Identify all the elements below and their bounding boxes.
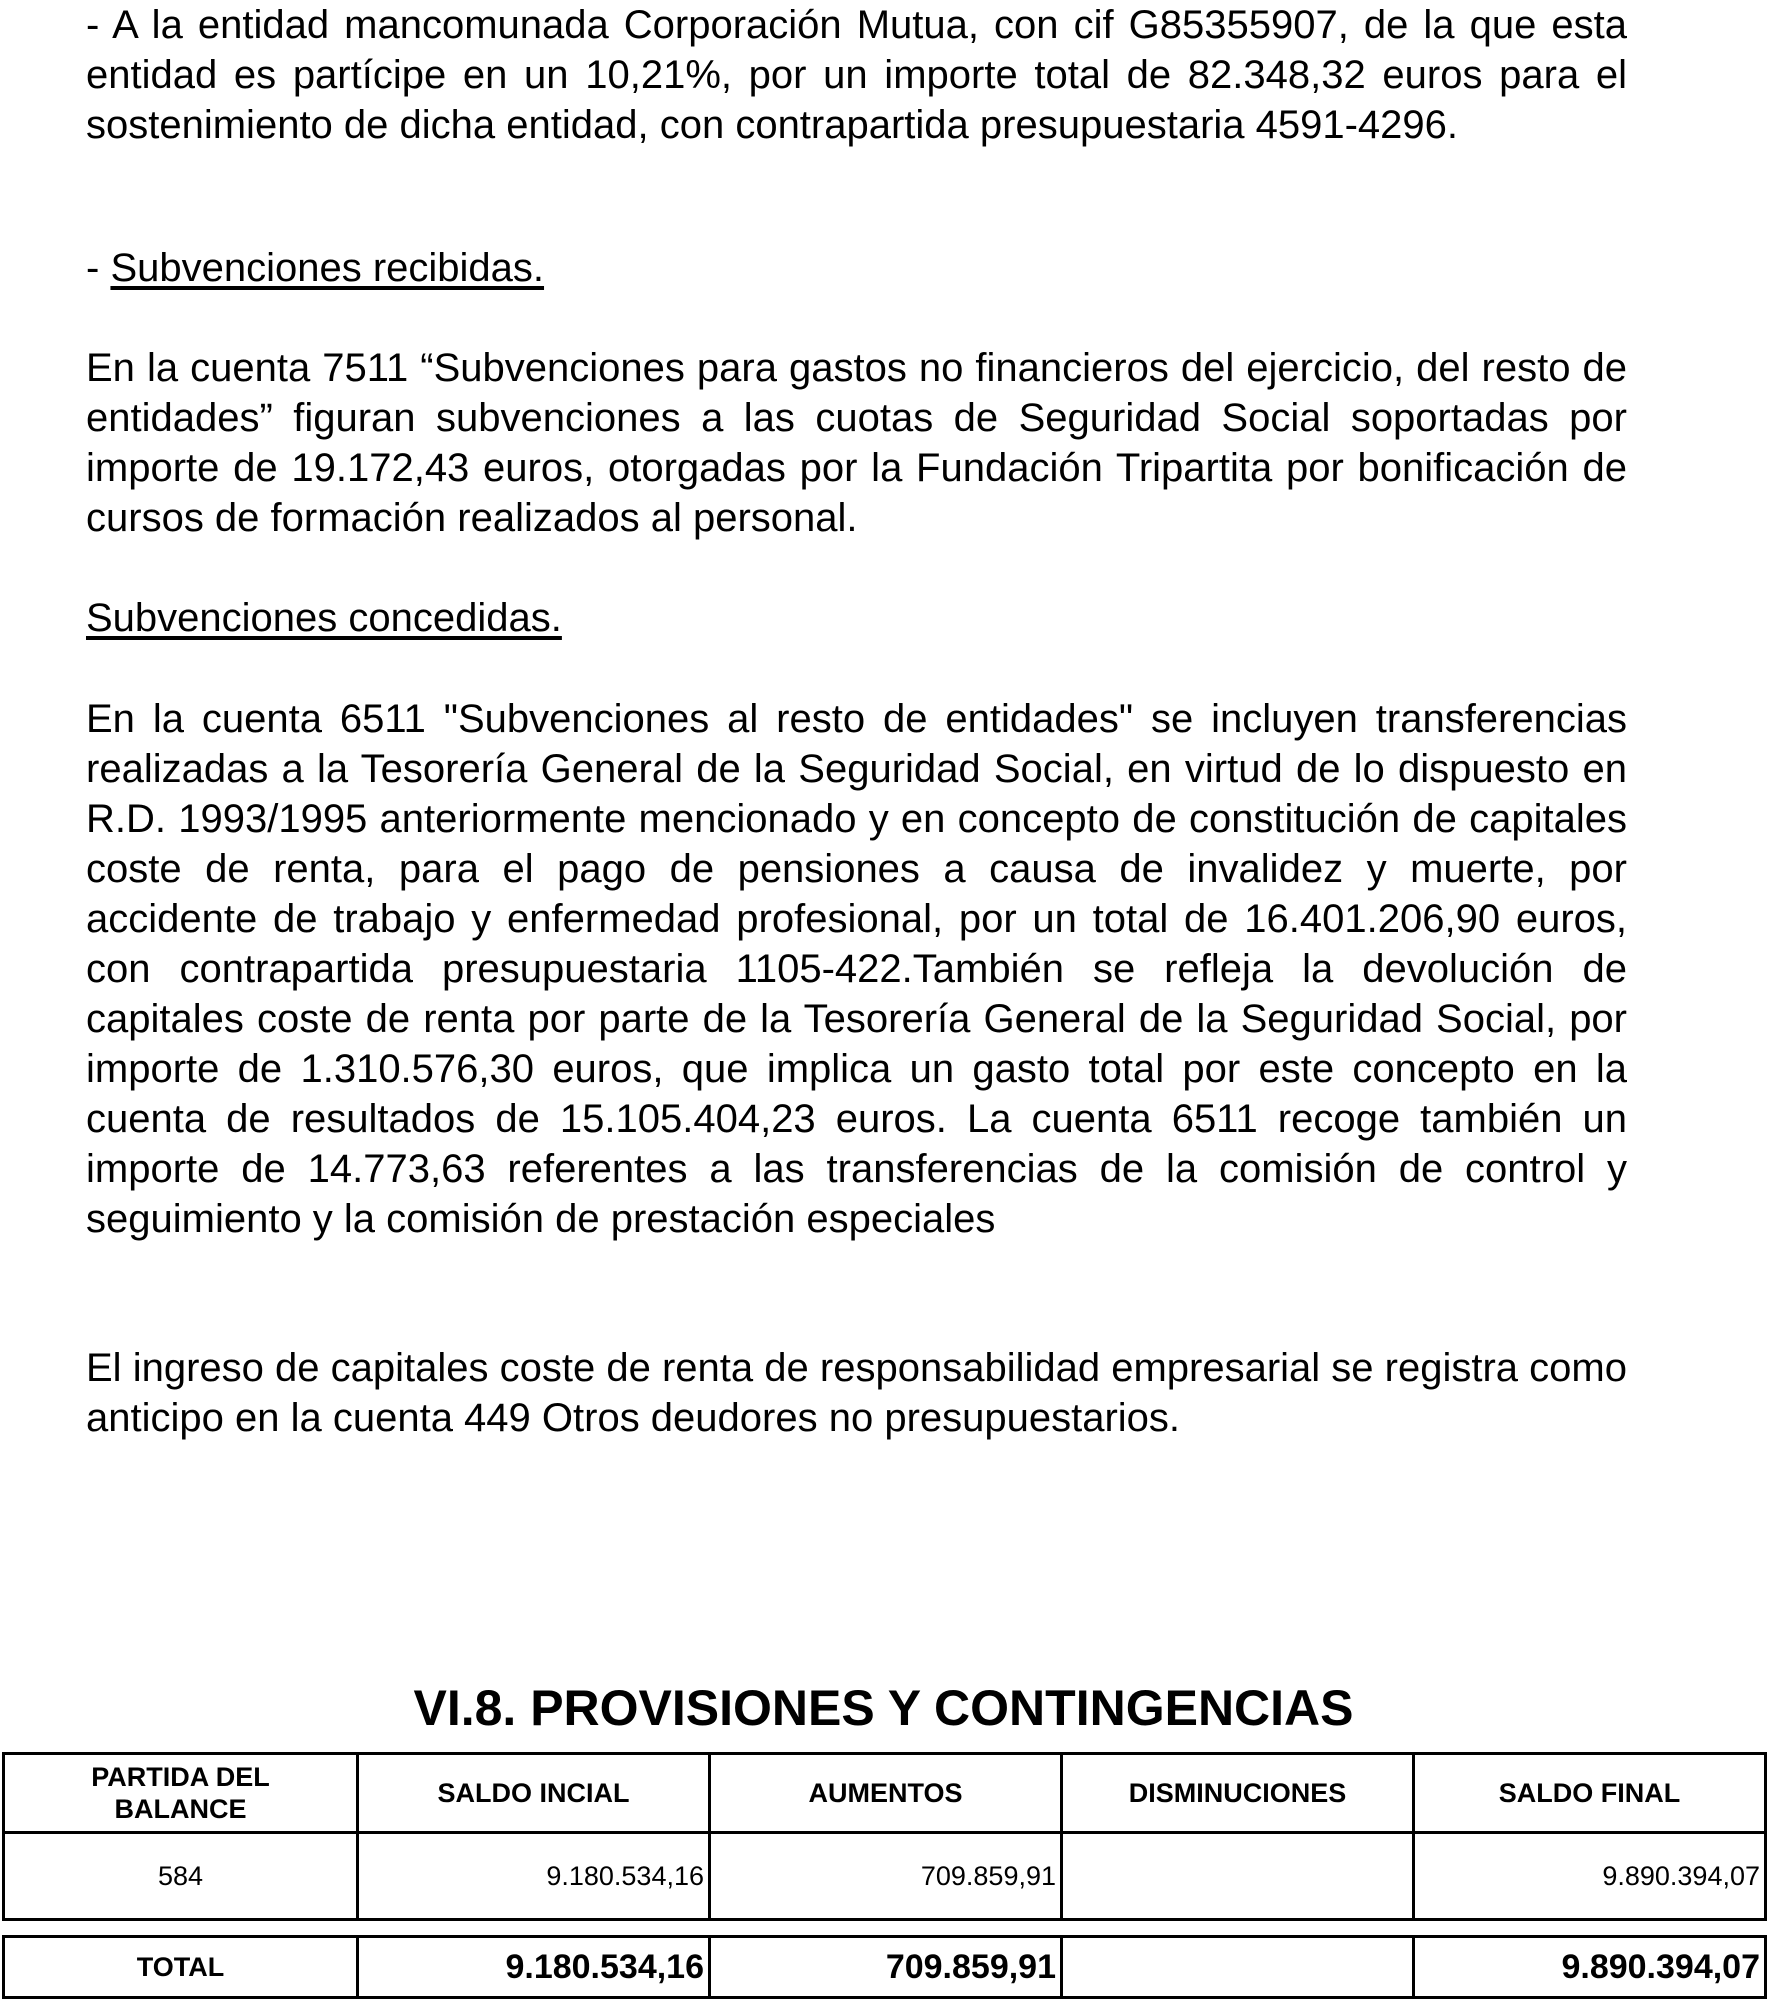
heading-subvenciones-concedidas-text: Subvenciones concedidas. [86, 596, 562, 640]
header-partida-del-balance [4, 1754, 358, 1833]
paragraph-ingreso-capitales: El ingreso de capitales coste de renta de responsabilidad empresarial se registra como anticipo en la cuenta 449 Otros deudores no presupuestarios. [86, 1346, 1627, 1440]
heading-prefix: - [86, 246, 111, 290]
header-aumentos: AUMENTOS [710, 1754, 1062, 1833]
total-table [2, 1935, 1767, 1999]
table-row [4, 1833, 1766, 1920]
header-partida-line1: PARTIDA DEL [91, 1762, 270, 1792]
cell-saldo-inicial: 9.180.534,16 [358, 1833, 710, 1920]
header-saldo-inicial: SALDO INCIAL [358, 1754, 710, 1833]
cell-saldo-final: 9.890.394,07 [1414, 1833, 1766, 1920]
total-saldo-inicial: 9.180.534,16 [358, 1937, 710, 1998]
heading-subvenciones-concedidas [86, 593, 1627, 643]
paragraph-corporacion-mutua: - A la entidad mancomunada Corporación Mutua, con cif G85355907, de la que esta entidad es partícipe en un 10,21%, por un importe total de 82.348,32 euros para el sostenimiento de dicha entidad, con contrapartida presupuestaria 4591-4296. [86, 3, 1627, 147]
table-header-row [4, 1754, 1766, 1833]
heading-subvenciones-recibidas [86, 243, 1627, 293]
cell-disminuciones [1062, 1833, 1414, 1920]
total-disminuciones [1062, 1937, 1414, 1998]
cell-aumentos: 709.859,91 [710, 1833, 1062, 1920]
total-label: TOTAL [4, 1937, 358, 1998]
section-title: VI.8. PROVISIONES Y CONTINGENCIAS [413, 1680, 1354, 1736]
paragraph-cuenta-7511: En la cuenta 7511 “Subvenciones para gastos no financieros del ejercicio, del resto de entidades” figuran subvenciones a las cuotas de Seguridad Social soportadas por importe de 19.172,43 euros, otorgadas por la Fundación Tripartita por bonificación de cursos de formación realizados al personal. [86, 346, 1627, 540]
provisiones-table [2, 1752, 1767, 1921]
paragraph-cuenta-6511: En la cuenta 6511 "Subvenciones al resto de entidades" se incluyen transferencias realizadas a la Tesorería General de la Seguridad Social, en virtud de lo dispuesto en R.D. 1993/1995 anteriormente mencionado y en concepto de constitución de capitales coste de renta, para el pago de pensiones a causa de invalidez y muerte, por accidente de trabajo y enfermedad profesional, por un total de 16.401.206,90 euros, con contrapartida presupuestaria 1105-422.También se refleja la devolución de capitales coste de renta por parte de la Tesorería General de la Seguridad Social, por importe de 1.310.576,30 euros, que implica un gasto total por este concepto en la cuenta de resultados de 15.105.404,23 euros. La cuenta 6511 recoge también un importe de 14.773,63 referentes a las transferencias de la comisión de control y seguimiento y la comisión de prestación especiales [86, 697, 1627, 1241]
header-partida-line2: BALANCE [114, 1794, 247, 1824]
total-row [4, 1937, 1766, 1998]
header-saldo-final: SALDO FINAL [1414, 1754, 1766, 1833]
header-disminuciones: DISMINUCIONES [1062, 1754, 1414, 1833]
total-saldo-final: 9.890.394,07 [1414, 1937, 1766, 1998]
heading-subvenciones-recibidas-text: Subvenciones recibidas. [110, 246, 545, 290]
total-aumentos: 709.859,91 [710, 1937, 1062, 1998]
cell-partida: 584 [4, 1833, 358, 1920]
